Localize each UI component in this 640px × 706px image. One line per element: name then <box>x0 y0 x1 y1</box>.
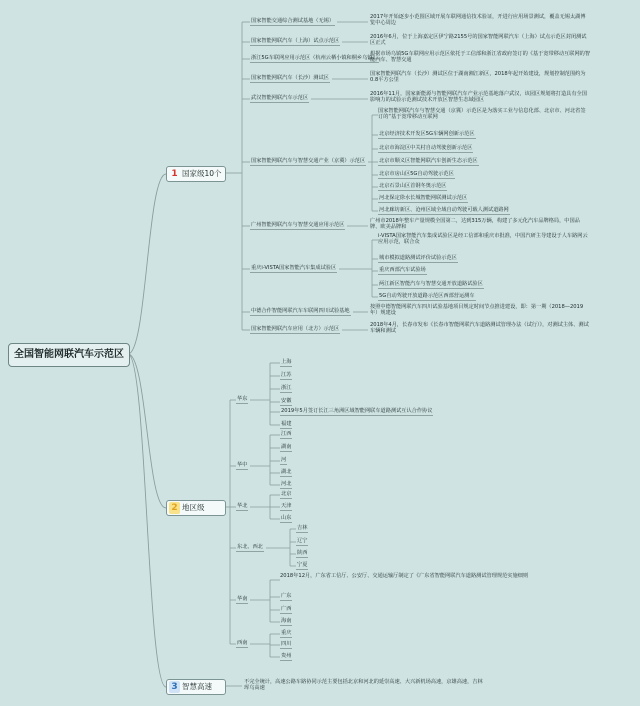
category-badge: 2 <box>169 502 180 514</box>
region-item: 重庆 <box>281 630 292 636</box>
national-sub-zone: 北京经济技术开发区5G车辆网创新示范区 <box>379 131 475 137</box>
national-zone-desc: 国家智能网联汽车（长沙）测试区位于湖南湘江新区，2018年起开始建设，规划控制范围约为0.8平方公里 <box>370 71 586 84</box>
national-zone-name: 国家智能网联汽车（上海）试点示范区 <box>251 38 340 44</box>
national-zone-name: 广州智能网联汽车与智慧交通应用示范区 <box>251 222 345 228</box>
region-name: 西南 <box>237 640 248 646</box>
national-zone-name: 浙江5G车联网应用示范区（杭州云栖小镇和桐乡乌镇） <box>251 55 378 61</box>
region-item: 北京 <box>281 491 292 497</box>
national-sub-zone: 北京市房山区5G自动驾驶示范区 <box>379 171 454 177</box>
national-zone-desc: 2017年开始逐步小范围区域开展车联网通信技术验证，开进行应用场景测试，覆盖无锡太湖博览中心周边 <box>370 14 586 27</box>
region-item: 陕西 <box>297 550 308 556</box>
national-zone-name: 中德合作智能网联汽车车联网四川试验基地 <box>251 308 350 314</box>
category-node <box>166 166 226 182</box>
connector <box>128 354 166 508</box>
region-item: 福建 <box>281 421 292 427</box>
region-name: 华中 <box>237 462 248 468</box>
region-item: 贵州 <box>281 653 292 659</box>
region-item: 海南 <box>281 618 292 624</box>
category-badge: 3 <box>169 681 180 693</box>
national-zone-desc: 2016年11月，国家新能源与智能网联汽车产业示范基地落户武汉，该园区规划将打造具有全国影响力的试验示范测试技术开放区智慧生态域园区 <box>370 91 587 104</box>
region-item: 2018年12月，广东省工信厅、公安厅、交通运输厅制定了《广东省智能网联汽车道路测试管理规范实施细则 <box>280 573 529 579</box>
region-item: 浙江 <box>281 385 292 391</box>
national-sub-zone: 城市模拟道路测试评价试验示范区 <box>379 255 457 261</box>
national-sub-zone: 重庆西部汽车试验场 <box>379 267 426 273</box>
connector <box>128 174 166 354</box>
region-item: 湖南 <box>281 444 292 450</box>
region-name: 华北 <box>237 503 248 509</box>
category-badge: 1 <box>171 169 178 179</box>
region-item: 河 <box>281 457 287 463</box>
region-name: 东北、西北 <box>237 544 263 550</box>
national-zone-name: 武汉智能网联汽车示范区 <box>251 95 309 101</box>
region-item: 山东 <box>281 515 292 521</box>
highway-desc: 不完全统计，高速公路车路协同示范主要包括北京和河北的延崇高速、大兴新机场高速，京雄高速，吉林珲乌高速 <box>244 679 483 692</box>
national-sub-zone: 两江新区智能汽车与智慧交通开放道路试验区 <box>379 281 483 287</box>
region-item: 吉林 <box>297 525 308 531</box>
national-zone-name: 重庆i-VISTA国家智能汽车集成试验区 <box>251 265 337 271</box>
root-node: 全国智能网联汽车示范区 <box>8 343 130 367</box>
national-sub-zone: 国家智能网联汽车与智慧交通（京冀）示范区是为落实工业与信息化部、北京市、河北省签订的“基于宽带移动互联网 <box>378 108 586 121</box>
national-zone-name: 国家智能网联汽车（长沙）测试区 <box>251 75 329 81</box>
category-label: 智慧高速 <box>182 682 212 691</box>
region-item: 2019年5月签订长江三角洲区域智能网联车道路测试互认合作协议 <box>281 408 433 414</box>
category-node <box>166 500 226 516</box>
region-item: 安徽 <box>281 398 292 404</box>
region-item: 广西 <box>281 606 292 612</box>
national-sub-zone: 北京市顺义区智能网联汽车创新生态示范区 <box>379 158 478 164</box>
national-zone-name: 国家智能交通综合测试基地（无锡） <box>251 18 335 24</box>
region-name: 华东 <box>237 396 248 402</box>
national-zone-desc: 2018年4月，长春市发布《长春市智能网联汽车道路测试管理办法（试行）》，对测试主体、测试车辆和测试 <box>370 322 589 335</box>
region-item: 广东 <box>281 593 292 599</box>
connector <box>128 354 166 687</box>
region-item: 天津 <box>281 503 292 509</box>
national-zone-desc: 广州市2018年整车产量规模全国第二，达到315万辆，构建了多元化汽车品牌格局，中国品牌、欧美品牌和 <box>370 218 580 231</box>
national-sub-zone: i-VISTA国家智能汽车集成试验区是经工信部和重庆市批准，中国汽研主导建设于人车路网云应用示范，联合众 <box>378 233 588 246</box>
national-zone-desc: 根据市场乌镇5G车联网应用示范区依托于工信部和浙江省政府签订的《基于宽带移动互联网的智能汽车、智慧交通 <box>370 51 591 64</box>
region-item: 湖北 <box>281 469 292 475</box>
category-node <box>166 679 226 695</box>
category-label: 国家级10个 <box>182 169 222 178</box>
region-item: 辽宁 <box>297 538 308 544</box>
national-sub-zone: 河北保定徐水长城智能网联测试示范区 <box>379 195 468 201</box>
region-name: 华南 <box>237 596 248 602</box>
national-zone-name: 国家智能网联汽车应用（北方）示范区 <box>251 326 340 332</box>
national-sub-zone: 北京市海淀区中关村自动驾驶创新示范区 <box>379 145 473 151</box>
region-item: 河北 <box>281 481 292 487</box>
region-item: 上海 <box>281 359 292 365</box>
national-zone-name: 国家智能网联汽车与智慧交通产业（京冀）示范区 <box>251 158 366 164</box>
region-item: 江西 <box>281 431 292 437</box>
national-sub-zone: 河北廊坊新区、沧州区域全域自动驾驶可载人测试道路网 <box>379 207 509 213</box>
region-item: 宁夏 <box>297 562 308 568</box>
category-label: 地区级 <box>182 503 205 512</box>
national-zone-desc: 2016年6月，位于上海嘉定区伊宁路2155号的国家智能网联汽车（上海）试点示范区封闭测试区正式 <box>370 34 587 47</box>
region-item: 四川 <box>281 641 292 647</box>
national-sub-zone: 5G自动驾驶开放道路示范区西部营运测车 <box>379 293 475 299</box>
national-sub-zone: 北京石景山区首钢冬奥示范区 <box>379 183 447 189</box>
national-zone-desc: 按照中德智能网联汽车四川试验基地项目规定时间节点推进建设，即：第一期（2018—2019年）规建设 <box>370 304 584 317</box>
region-item: 江苏 <box>281 372 292 378</box>
